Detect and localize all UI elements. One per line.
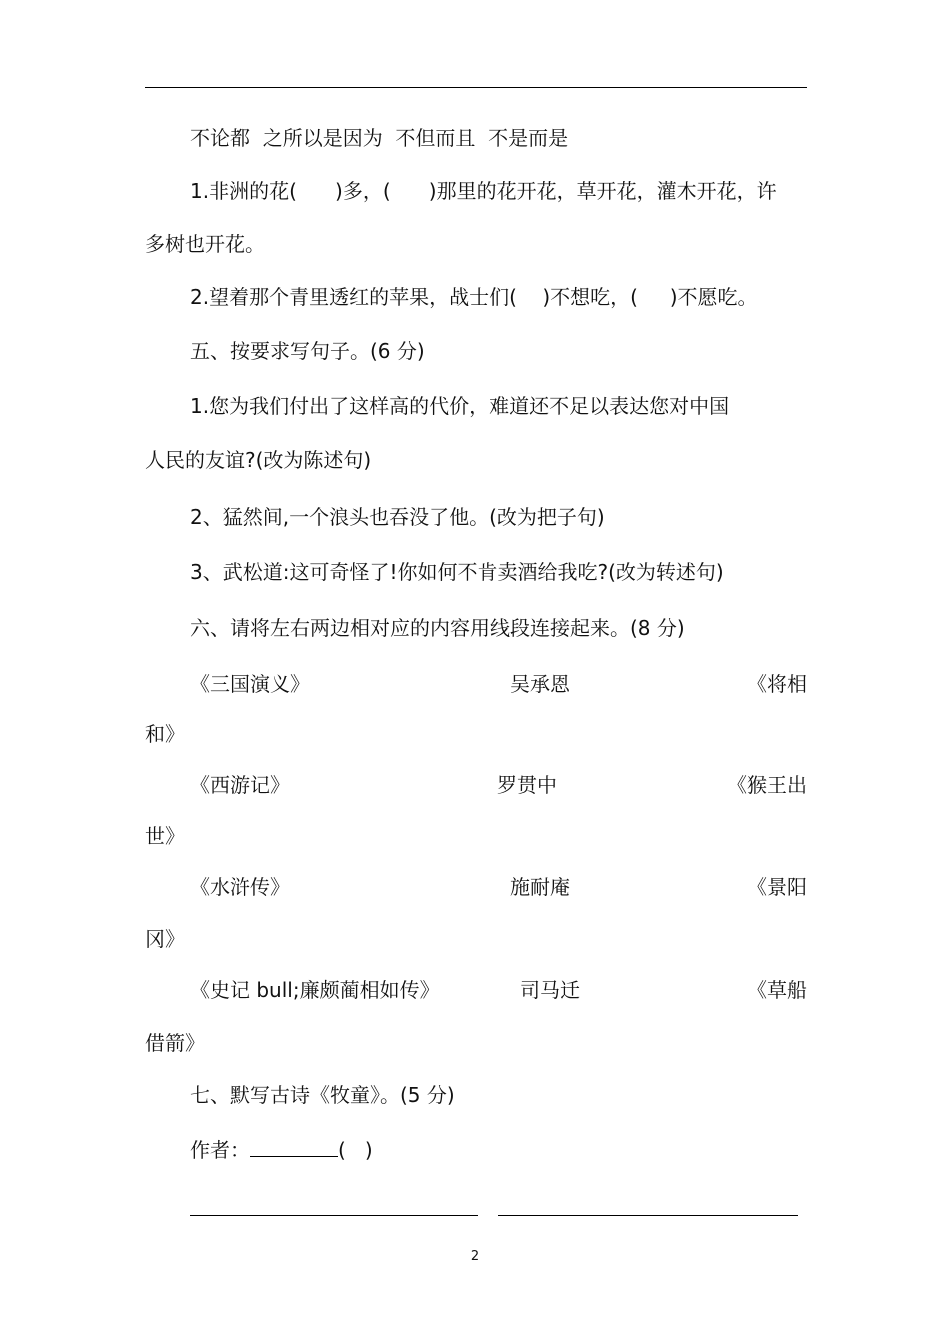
author-line [190,1136,373,1164]
q4-item1-line2: 多树也开花。 [145,232,265,256]
author-paren: ( ) [338,1138,373,1162]
story-title-part2: 借箭》 [145,1031,205,1055]
poem-blank-left [190,1195,478,1216]
story-title-part2: 世》 [145,824,185,848]
author-label: 作者： [190,1138,250,1162]
author-name: 施耐庵 [510,875,570,899]
q5-heading: 五、按要求写句子。(6 分) [190,339,425,363]
q5-item3: 3、武松道:这可奇怪了!你如何不肯卖酒给我吃?(改为转述句) [190,560,724,584]
q7-heading: 七、默写古诗《牧童》。(5 分) [190,1083,455,1107]
story-title-part1: 《猴王出 [727,773,807,797]
poem-blank-right [498,1195,798,1216]
story-title-part1: 《将相 [747,672,807,696]
story-title-part2: 和》 [145,722,185,746]
story-title-part1: 《草船 [747,978,807,1002]
page-number: 2 [470,1249,480,1264]
q6-heading: 六、请将左右两边相对应的内容用线段连接起来。(8 分) [190,616,685,640]
story-title-part1: 《景阳 [747,875,807,899]
q5-item2: 2、猛然间,一个浪头也吞没了他。(改为把子句) [190,505,605,529]
book-title: 《史记 bull;廉颇蔺相如传》 [190,978,440,1002]
q5-item1-line1: 1.您为我们付出了这样高的代价，难道还不足以表达您对中国 [190,394,730,418]
header-rule [145,87,807,88]
q4-item2: 2.望着那个青里透红的苹果，战士们( )不想吃，( )不愿吃。 [190,285,758,309]
book-title: 《西游记》 [190,773,290,797]
q4-item1-line1: 1.非洲的花( )多，( )那里的花开花，草开花，灌木开花，许 [190,179,777,203]
book-title: 《水浒传》 [190,875,290,899]
author-name: 司马迁 [520,978,580,1002]
connector-words: 不论都 之所以是因为 不但而且 不是而是 [190,126,569,150]
book-title: 《三国演义》 [190,672,310,696]
q5-item1-line2: 人民的友谊?(改为陈述句) [145,448,372,472]
author-name: 罗贯中 [497,773,557,797]
author-blank [250,1136,338,1157]
author-name: 吴承恩 [510,672,570,696]
story-title-part2: 冈》 [145,927,185,951]
